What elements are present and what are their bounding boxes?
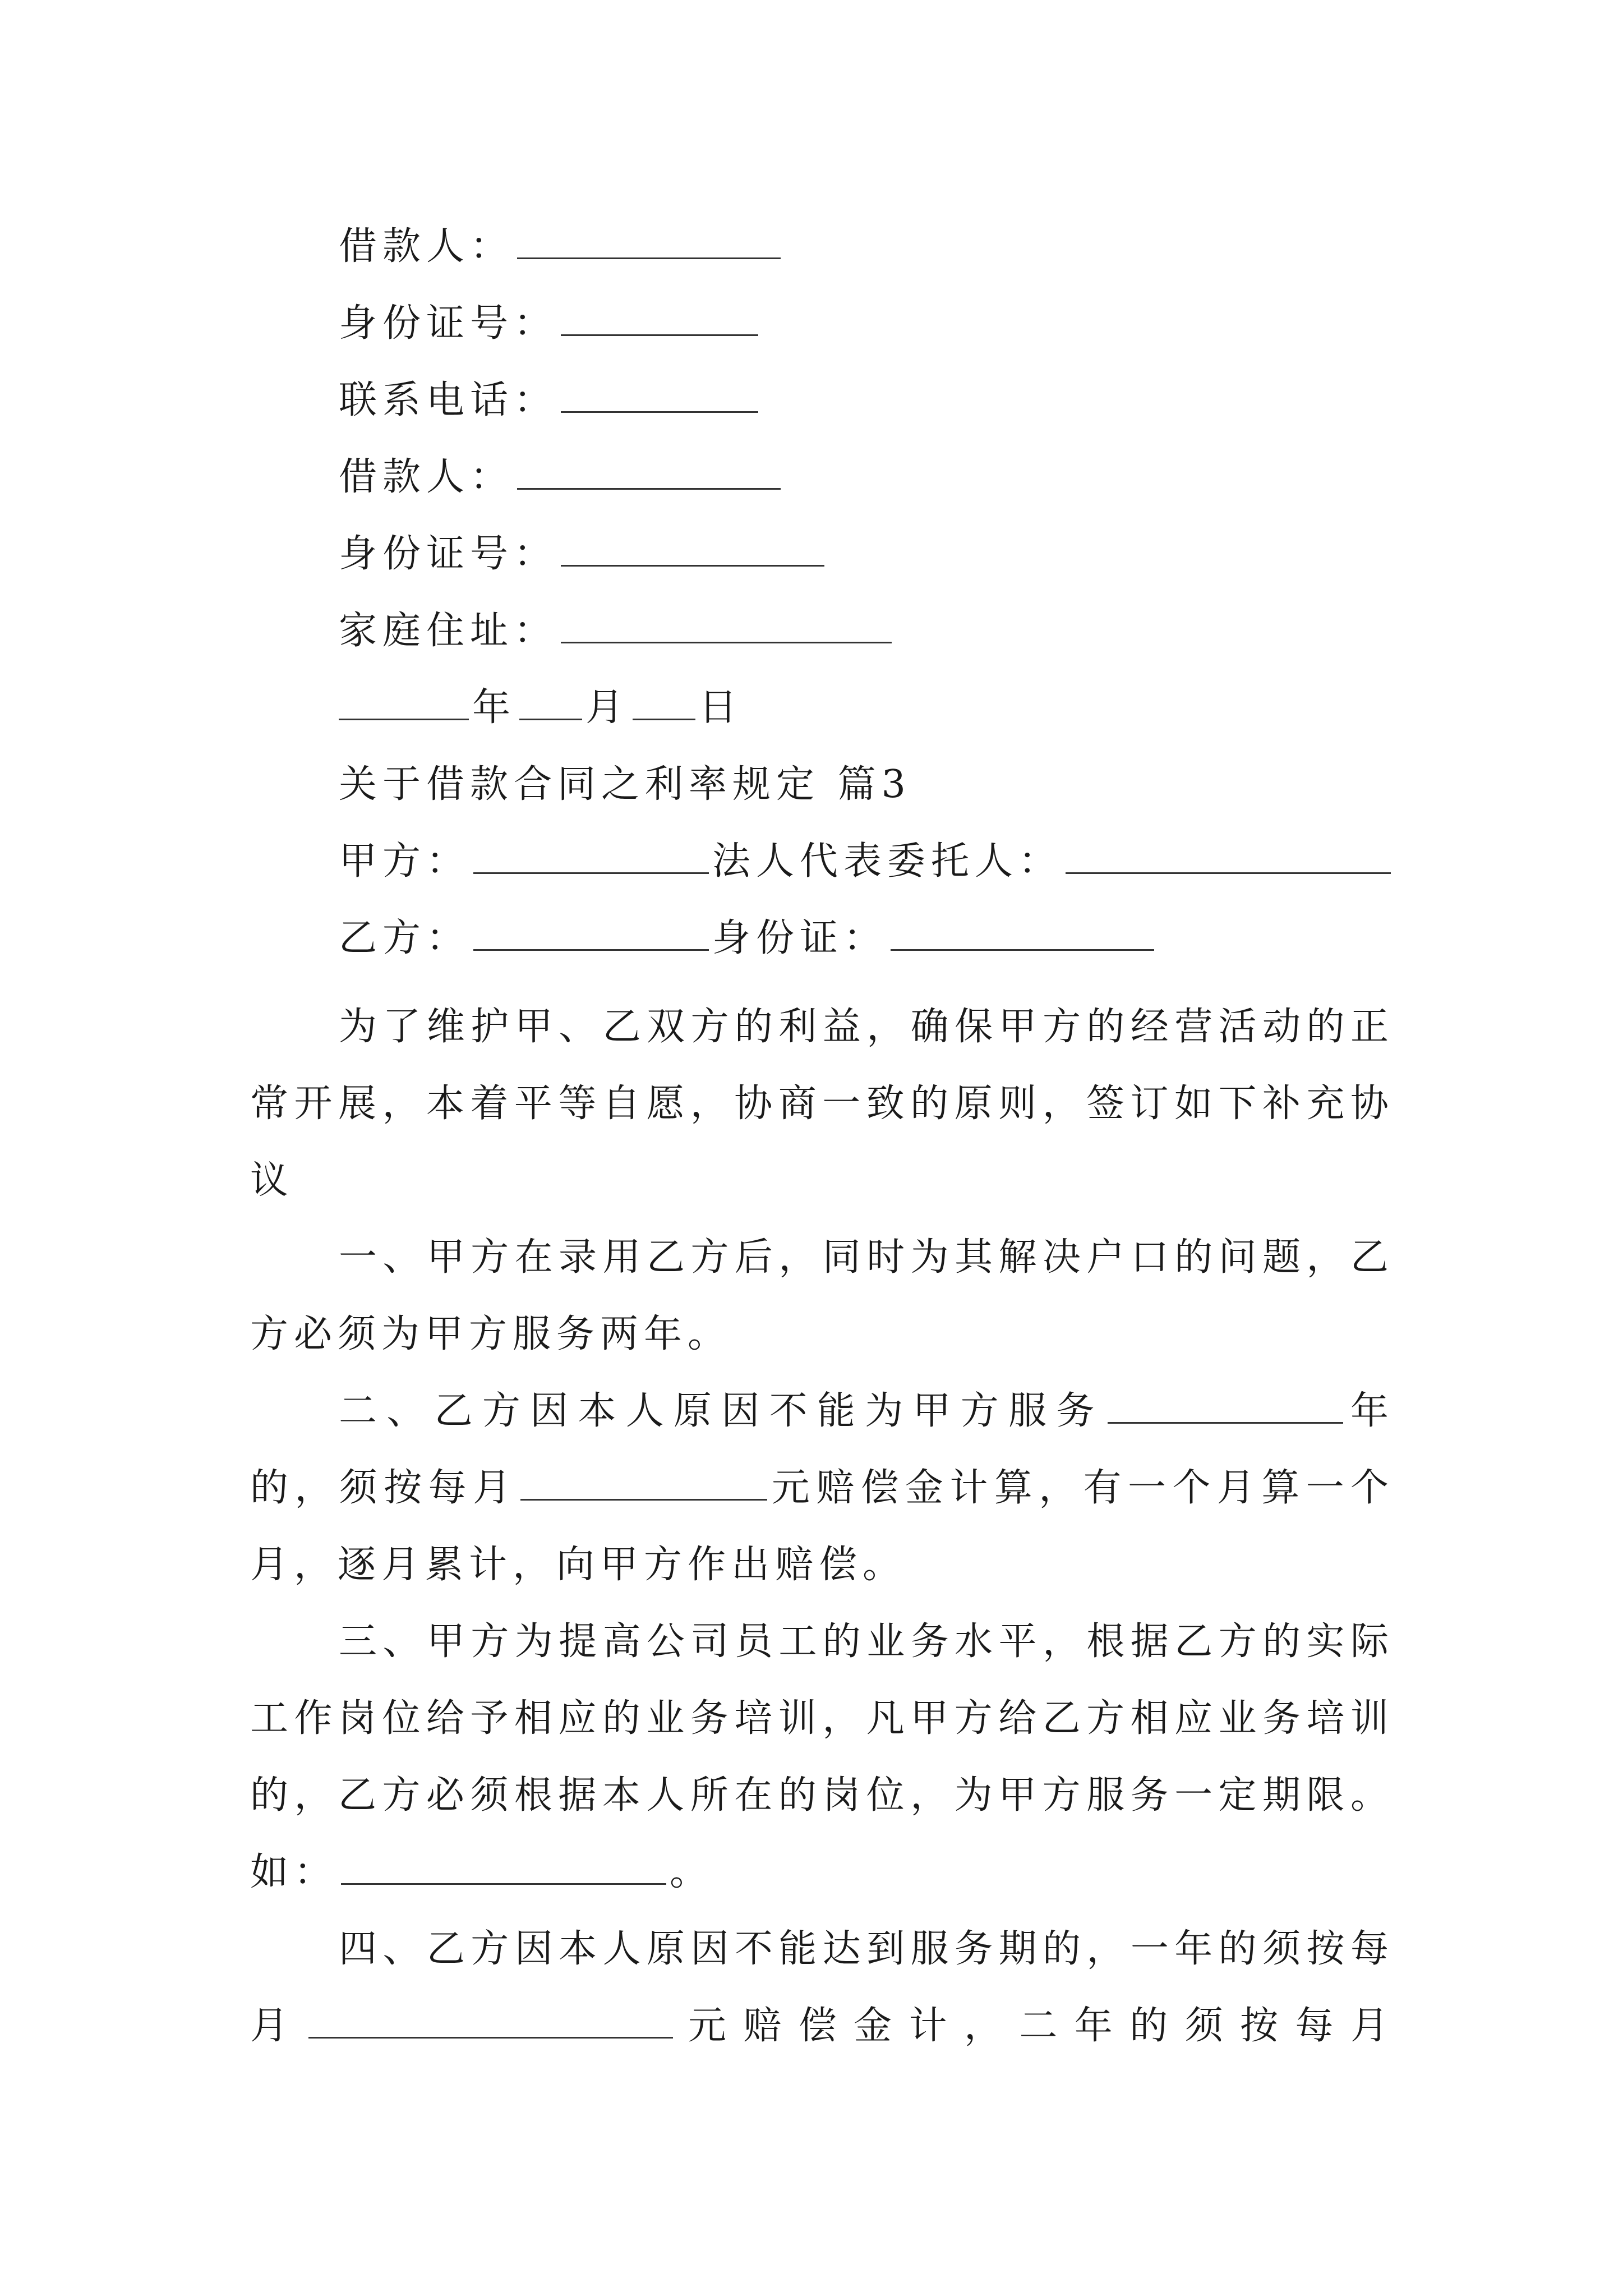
blank-line	[519, 687, 582, 720]
clause-1-paragraph: 一、甲方在录用乙方后，同时为其解决户口的问题，乙方必须为甲方服务两年。	[250, 1235, 1394, 1356]
field-label: 家庭住址：	[339, 609, 558, 653]
blank-line	[891, 918, 1154, 951]
clause-3-paragraph	[250, 1603, 1394, 1911]
party-a-label: 甲方：	[339, 839, 471, 884]
id-label: 身份证：	[712, 916, 888, 960]
blank-line	[308, 2005, 673, 2039]
blank-line	[473, 841, 709, 874]
blank-line	[1108, 1391, 1343, 1424]
borrower-field-2	[339, 455, 784, 500]
clause-4-part-b: 元赔偿金计，二年的须按每月	[676, 2004, 1394, 2048]
clause-3-part-b: 。	[670, 1850, 714, 1894]
year-label: 年	[472, 685, 517, 730]
blank-line	[561, 380, 758, 413]
id-number-field-2	[339, 532, 828, 577]
blank-line	[1066, 841, 1391, 874]
field-label: 身份证号：	[339, 301, 558, 346]
clause-2-paragraph	[250, 1373, 1394, 1603]
phone-field	[339, 378, 762, 423]
id-number-field-1	[339, 301, 762, 346]
section-title: 关于借款合同之利率规定 篇3	[339, 762, 911, 807]
day-label: 日	[699, 685, 743, 730]
intro-paragraph: 为了维护甲、乙双方的利益，确保甲方的经营活动的正常开展，本着平等自愿，协商一致的原则，签订如下补充协议	[250, 1005, 1394, 1203]
blank-line	[517, 457, 781, 490]
party-b-line	[339, 916, 1158, 961]
clause-4-paragraph	[250, 1911, 1394, 2064]
date-line	[339, 685, 743, 730]
blank-line	[561, 610, 892, 643]
clause-2-part-b: 年的，须按每月	[250, 1389, 1394, 1510]
blank-line	[633, 687, 695, 720]
blank-line	[561, 303, 758, 336]
clause-2-part-a: 二、乙方因本人原因不能为甲方服务	[339, 1389, 1104, 1433]
month-label: 月	[585, 685, 630, 730]
blank-line	[561, 533, 824, 567]
address-field	[339, 609, 895, 654]
rep-label: 法人代表委托人：	[712, 839, 1063, 884]
blank-line	[517, 226, 781, 259]
clause-3-part-a: 三、甲方为提高公司员工的业务水平，根据乙方的实际工作岗位给予相应的业务培训，凡甲方给乙方相应业务培训的，乙方必须根据本人所在的岗位，为甲方服务一定期限。如：	[250, 1619, 1394, 1894]
borrower-field-1	[339, 224, 784, 269]
blank-line	[339, 687, 469, 720]
clause-2-part-c: 元赔偿金计算，有一个月算一个月，逐月累计，向甲方作出赔偿。	[250, 1466, 1394, 1587]
blank-line	[341, 1852, 666, 1885]
field-label: 借款人：	[339, 224, 514, 269]
field-label: 联系电话：	[339, 378, 558, 422]
blank-line	[520, 1467, 767, 1501]
blank-line	[473, 918, 709, 951]
party-a-line	[339, 839, 1394, 884]
clause-4-part-a: 四、乙方因本人原因不能达到服务期的，一年的须按每月	[250, 1927, 1394, 2048]
party-b-label: 乙方：	[339, 916, 471, 960]
field-label: 身份证号：	[339, 532, 558, 576]
field-label: 借款人：	[339, 455, 514, 499]
